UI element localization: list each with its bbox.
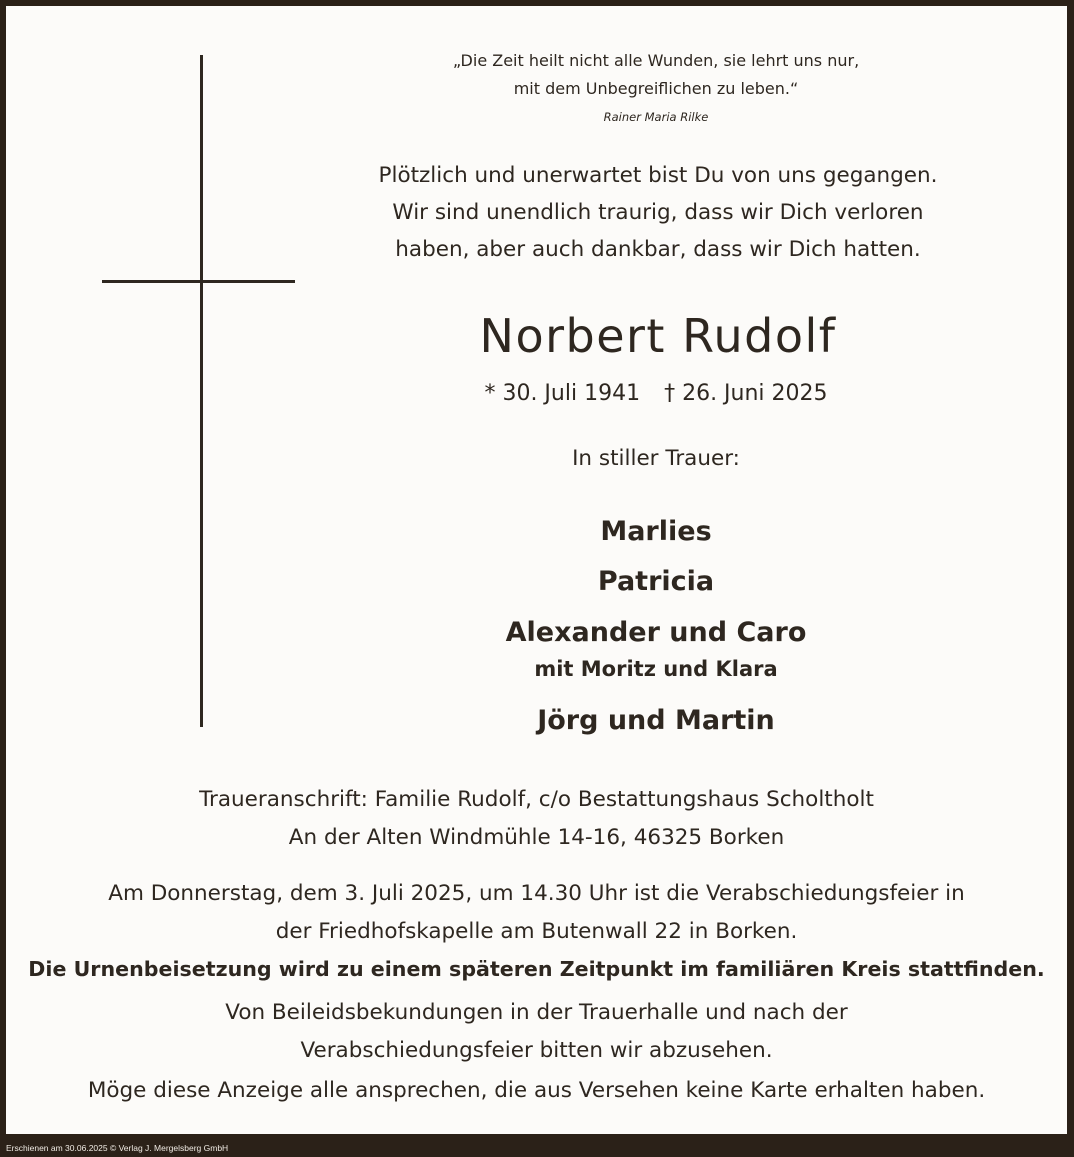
obituary-card (6, 6, 1067, 1134)
rilke-quote (356, 47, 956, 103)
death-date: † 26. Juni 2025 (664, 381, 828, 406)
quote-author: Rainer Maria Rilke (603, 110, 709, 124)
quote-line-1: „Die Zeit heilt nicht alle Wunden, sie lehrt uns nur, (452, 51, 860, 70)
ceremony-line-2: der Friedhofskapelle am Butenwall 22 in Borken. (275, 919, 798, 944)
quote-line-2: mit dem Unbegreiflichen zu leben.“ (513, 79, 799, 98)
mourner-name: Alexander und Caro (505, 617, 807, 648)
condolences-line-2: Verabschiedungsfeier bitten wir abzusehen. (300, 1038, 773, 1063)
mourning-heading: In stiller Trauer: (572, 446, 740, 471)
closing-note: Möge diese Anzeige alle ansprechen, die aus Versehen keine Karte erhalten haben. (87, 1078, 986, 1103)
intro-text (306, 157, 1010, 268)
mourner-name: Marlies (600, 516, 712, 547)
intro-line-1: Plötzlich und unerwartet bist Du von uns gegangen. (378, 163, 938, 188)
mourner-sub: mit Moritz und Klara (534, 657, 778, 681)
condolences-notice (46, 994, 1027, 1070)
intro-line-2: Wir sind unendlich traurig, dass wir Dich verloren (392, 200, 924, 225)
ceremony-line-1: Am Donnerstag, dem 3. Juli 2025, um 14.30 Uhr ist die Verabschiedungsfeier in (108, 881, 965, 906)
mourner-name: Patricia (597, 566, 715, 597)
burial-notice: Die Urnenbeisetzung wird zu einem späteren Zeitpunkt im familiären Kreis stattfinden. (28, 957, 1045, 981)
address-line-1: Traueranschrift: Familie Rudolf, c/o Bestattungshaus Scholtholt (199, 787, 874, 812)
mourner-name: Jörg und Martin (537, 705, 775, 736)
intro-line-3: haben, aber auch dankbar, dass wir Dich hatten. (395, 237, 921, 262)
life-dates (356, 376, 956, 412)
mourning-address (46, 781, 1027, 857)
condolences-line-1: Von Beileidsbekundungen in der Trauerhalle und nach der (225, 1000, 848, 1025)
publication-footer: Erschienen am 30.06.2025 © Verlag J. Mergelsberg GmbH (6, 1143, 229, 1153)
address-line-2: An der Alten Windmühle 14-16, 46325 Borken (288, 825, 785, 850)
cross-icon-horizontal-bar (102, 280, 295, 283)
birth-date: * 30. Juli 1941 (484, 381, 641, 406)
deceased-name: Norbert Rudolf (479, 309, 837, 363)
ceremony-info (16, 875, 1057, 951)
cross-icon-vertical-bar (200, 55, 203, 727)
